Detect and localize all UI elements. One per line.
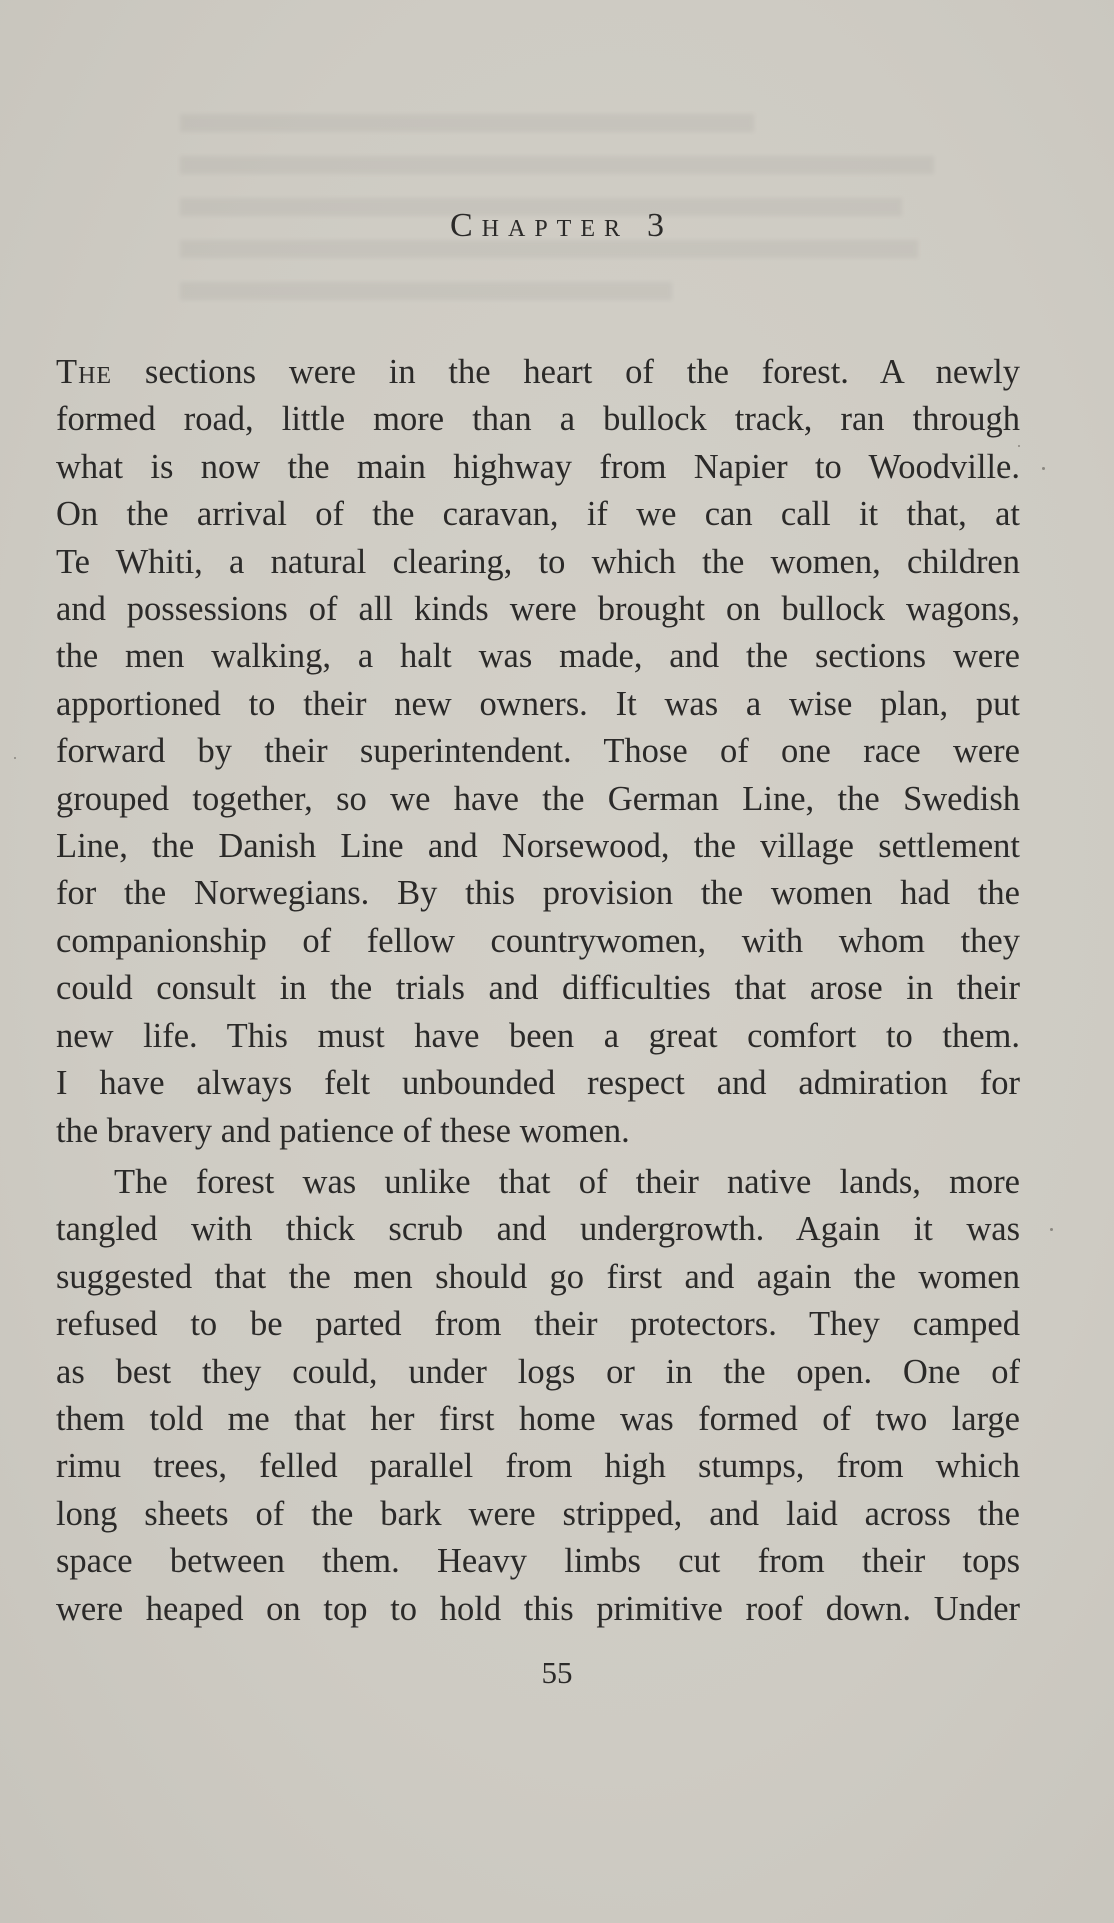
text-line: were heaped on top to hold this primitive roof down. Under (56, 1589, 1020, 1628)
text-line: Line, the Danish Line and Norsewood, the village settlement (56, 827, 1020, 866)
text-line: long sheets of the bark were stripped, and laid across the (56, 1494, 1020, 1533)
text-line: new life. This must have been a great comfort to them. (56, 1016, 1020, 1055)
text-line: as best they could, under logs or in the open. One of (56, 1352, 1020, 1391)
text-line: tangled with thick scrub and undergrowth. Again it was (56, 1210, 1020, 1249)
text-line: Te Whiti, a natural clearing, to which the women, children (56, 542, 1020, 581)
text-line: them told me that her first home was formed of two large (56, 1399, 1020, 1438)
paper-speck (1050, 1228, 1053, 1231)
text-line: apportioned to their new owners. It was a wise plan, put (56, 684, 1020, 723)
paper-speck (14, 757, 16, 759)
text-line: refused to be parted from their protectors. They camped (56, 1305, 1020, 1344)
text-line: what is now the main highway from Napier to Woodville. (56, 447, 1020, 486)
text-line: rimu trees, felled parallel from high stumps, from which (56, 1447, 1020, 1486)
text-line: The forest was unlike that of their native lands, more (114, 1162, 1020, 1201)
text-line: and possessions of all kinds were brought on bullock wagons, (56, 590, 1020, 629)
text-line: space between them. Heavy limbs cut from their tops (56, 1542, 1020, 1581)
chapter-number: 3 (647, 207, 665, 244)
text-line: the bravery and patience of these women. (56, 1111, 630, 1150)
text-line: grouped together, so we have the German Line, the Swedish (56, 779, 1020, 818)
text-line: On the arrival of the caravan, if we can call it that, at (56, 495, 1020, 534)
body-text (56, 349, 1020, 1633)
paper-speck (1018, 445, 1020, 447)
paper-speck (1042, 467, 1045, 470)
drop-word: The (56, 353, 113, 391)
text-line: I have always felt unbounded respect and admiration for (56, 1064, 1020, 1103)
text-line: formed road, little more than a bullock track, ran through (56, 400, 1020, 439)
text-line: companionship of fellow countrywomen, with whom they (56, 921, 1020, 960)
chapter-label: Chapter (449, 207, 630, 244)
text-line: The sections were in the heart of the forest. A newly (56, 353, 1020, 391)
text-line: could consult in the trials and difficulties that arose in their (56, 969, 1020, 1008)
text-line: forward by their superintendent. Those of one race were (56, 732, 1020, 771)
text-line: suggested that the men should go first and again the women (56, 1257, 1020, 1296)
chapter-heading (0, 207, 1114, 245)
text-line: for the Norwegians. By this provision the women had the (56, 874, 1020, 913)
text-line: the men walking, a halt was made, and the sections were (56, 637, 1020, 676)
page-number: 55 (541, 1655, 573, 1690)
